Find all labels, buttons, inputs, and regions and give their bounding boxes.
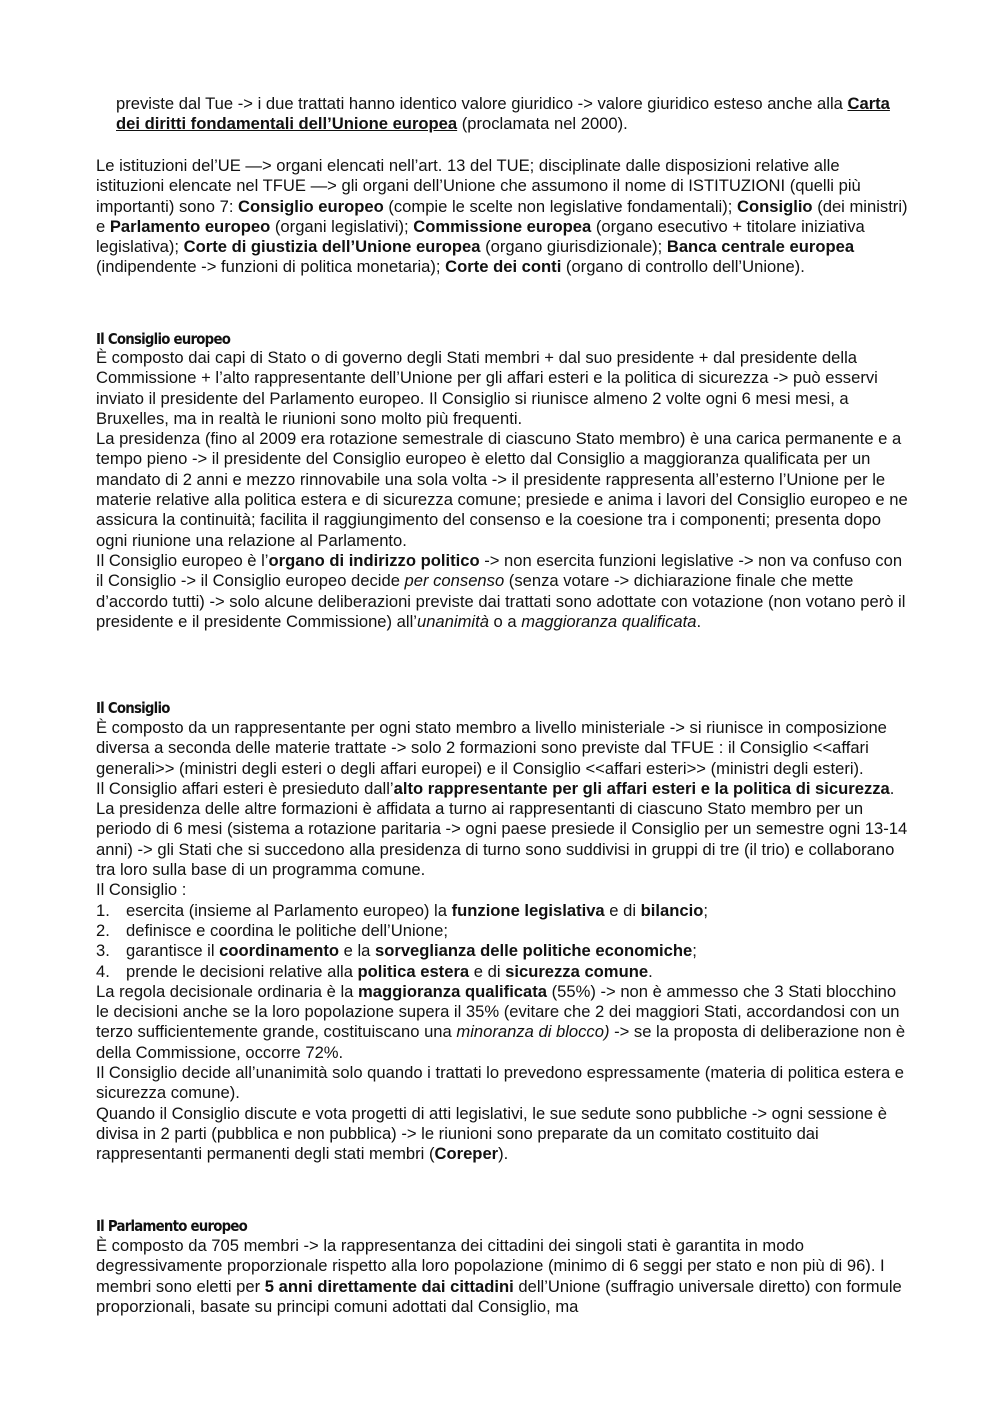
heading-consiglio-europeo: Il Consiglio europeo [96,330,231,348]
section-parlamento-europeo [96,1236,908,1317]
paragraph: Il Consiglio europeo è l’organo di indirizzo politico -> non esercita funzioni legislative -> non va confuso con il Consiglio -> il Consiglio europeo decide per consenso (senza votare -> dichiarazione finale che mette d’accordo tutti) -> solo alcune deliberazioni previste dai trattati sono adottate con votazione (non votano però il presidente e il presidente Commissione) all’unanimità o a maggioranza qualificata. [96,550,906,631]
heading-parlamento-europeo: Il Parlamento europeo [96,1217,248,1235]
paragraph: È composto da 705 membri -> la rappresentanza dei cittadini dei singoli stati è garantita in modo degressivamente proporzionale rispetto alla loro popolazione (minimo di 6 seggi per stato e non più di 96). I membri sono eletti per 5 anni direttamente dai cittadini dell’Unione (suffragio universale diretto) con formule proporzionali, basate su principi comuni adottati dal Consiglio, ma [96,1236,902,1316]
paragraph: Quando il Consiglio discute e vota progetti di atti legislativi, le sue sedute sono pubbliche -> ogni sessione è divisa in 2 parti (pubblica e non pubblica) -> le riunioni sono preparate da un comitato costituito dai rappresentanti permanenti degli stati membri (Coreper). [96,1103,887,1164]
paragraph: La presidenza (fino al 2009 era rotazione semestrale di ciascuno Stato membro) è una carica permanente e a tempo pieno -> il presidente del Consiglio europeo è eletto dal Consiglio a maggioranza qualificata per un mandato di 2 anni e mezzo rinnovabile una sola volta -> il presidente rappresenta all’esterno l’Unione per le materie relative alla politica estera e di sicurezza comune; presiede e anima i lavori del Consiglio europeo e ne assicura la continuità; facilita il raggiungimento del consenso e la coesione tra i componenti; presenta dopo ogni riunione una relazione al Parlamento. [96,429,908,550]
list-item: 1. esercita (insieme al Parlamento europeo) la funzione legislativa e di bilancio; [96,900,708,920]
paragraph-istituzioni: Le istituzioni del’UE —> organi elencati nell’art. 13 del TUE; disciplinate dalle disposizioni relative alle istituzioni elencate nel TFUE —> gli organi dell’Unione che assumono il nome di ISTITUZIONI (quelli più importanti) sono 7: Consiglio europeo (compie le scelte non legislative fondamentali); Consiglio (dei ministri) e Parlamento europeo (organi legislativi); Commissione europea (organo esecutivo + titolare iniziativa legislativa); Corte di giustizia dell’Unione europea (organo giurisdizionale); Banca centrale europea (indipendente -> funzioni di politica monetaria); Corte dei conti (organo di controllo dell’Unione). [96,156,908,277]
paragraph: Il Consiglio affari esteri è presieduto dall’alto rappresentante per gli affari esteri e la politica di sicurezza. La presidenza delle altre formazioni è affidata a turno ai rappresentanti di ciascuno Stato membro per un periodo di 6 mesi (sistema a rotazione paritaria -> ogni paese presiede il Consiglio per un semestre ogni 13-14 anni) -> gli Stati che si succedono alla presidenza di turno sono suddivisi in gruppi di tre (il trio) e collaborano tra loro sulla base di un programma comune. [96,778,908,880]
paragraph: La regola decisionale ordinaria è la maggioranza qualificata (55%) -> non è ammesso che 3 Stati blocchino le decisioni anche se la loro popolazione supera il 35% (evitare che 2 dei maggiori Stati, accordandosi con un terzo sufficientemente grande, costituiscano una minoranza di blocco) -> se la proposta di deliberazione non è della Commissione, occorre 72%. [96,981,906,1062]
section-consiglio [96,718,908,1165]
charter-link-text: Carta dei diritti fondamentali dell’Unione europea [116,94,890,134]
paragraph: Il Consiglio decide all’unanimità solo quando i trattati lo prevedono espressamente (materia di politica estera e sicurezza comune). [96,1063,905,1103]
list-item: 3. garantisce il coordinamento e la sorveglianza delle politiche economiche; [96,941,697,961]
paragraph: È composto dai capi di Stato o di governo degli Stati membri + dal suo presidente + dal presidente della Commissione + l’alto rappresentante dell’Unione per gli affari esteri e la politica di sicurezza -> può esservi inviato il presidente del Parlamento europeo. Il Consiglio si riunisce almeno 2 volte ogni 6 mesi mesi, a Bruxelles, ma in realtà le riunioni sono molto più frequenti. [96,348,878,428]
paragraph: È composto da un rappresentante per ogni stato membro a livello ministeriale -> si riunisce in composizione diversa a seconda delle materie trattate -> solo 2 formazioni sono previste dal TFUE : il Consiglio <<affari generali>> (ministri degli esteri o degli affari europei) e il Consiglio <<affari esteri>> (ministri degli esteri). [96,718,887,778]
list-item: 4. prende le decisioni relative alla politica estera e di sicurezza comune. [96,961,653,981]
paragraph-intro-continuation: previste dal Tue -> i due trattati hanno identico valore giuridico -> valore giuridico esteso anche alla Carta dei diritti fondamentali dell’Unione europea (proclamata nel 2000). [116,94,890,134]
heading-consiglio: Il Consiglio [96,699,170,717]
paragraph: Il Consiglio : [96,880,187,900]
section-consiglio-europeo [96,348,908,632]
list-item: 2. definisce e coordina le politiche dell’Unione; [96,920,448,940]
